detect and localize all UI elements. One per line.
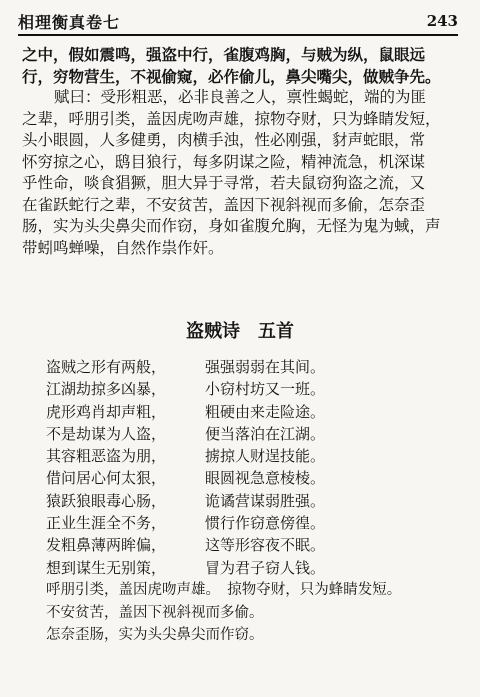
fu-first-line: 赋曰：受形粗恶，必非良善之人，禀性蝎蛇，端的为匪 [54, 88, 427, 106]
fu-line: 肠，实为头尖鼻尖而作窃，身如雀腹允胸，无怪为鬼为蜮，声 [22, 217, 441, 235]
page-number: 243 [426, 12, 458, 30]
intro-line: 之中，假如震鸣，强盗中行，雀腹鸡胸，与贼为纵，鼠眼远 [22, 45, 426, 64]
poem-couplet [46, 445, 466, 467]
poem-line-second: 眼圆视急意棱棱。 [205, 469, 326, 488]
poem-line-second: 粗硬由来走险途。 [205, 402, 326, 421]
poem-couplet [46, 467, 466, 489]
poem-line-first: 其容粗恶盗为朋， [46, 447, 167, 466]
poem-line-first: 正业生涯全不务， [46, 514, 167, 533]
poem-couplet [46, 378, 466, 400]
poem-line-first: 不是劫谋为人盗， [46, 424, 167, 443]
poem-couplet [46, 356, 466, 378]
tail-line: 怎奈歪肠，实为头尖鼻尖而作窃。 [46, 627, 264, 644]
poem-line-second: 掳掠人财逞技能。 [205, 447, 326, 466]
poem-couplet [46, 557, 466, 579]
poem-couplet [46, 401, 466, 423]
poem-line-first: 虎形鸡肖却声粗， [46, 402, 167, 421]
poem-line-first: 猿跃狼眼毒心肠， [46, 491, 167, 510]
poem-line-second: 强强弱弱在其间。 [205, 358, 326, 376]
fu-line: 在雀跃蛇行之辈，不安贫苦，盖因下视斜视而多偷，怎奈歪 [22, 195, 426, 214]
poem-couplet [46, 512, 466, 534]
poem-title: 盗贼诗 五首 [186, 321, 294, 342]
poem-line-first: 发粗鼻薄两眸偏， [46, 536, 167, 555]
poem-line-second: 冒为君子窃人钱。 [205, 558, 326, 577]
poem-line-second: 这等形容夜不眠。 [205, 536, 326, 555]
fu-line: 带蚓鸣蝉噪，自然作祟作奸。 [22, 238, 224, 257]
poem-tail [46, 579, 466, 647]
fu-line: 之辈，呼朋引类，盖因虎吻声雄，掠物夺财，只为蜂睛发短， [22, 109, 441, 128]
poem-line-second: 小窃村坊又一班。 [205, 380, 326, 399]
poem-line-first: 盗贼之形有两般， [46, 358, 167, 376]
prose-section [22, 44, 466, 259]
poem-couplet [46, 423, 466, 445]
tail-line: 呼朋引类，盖因虎吻声雄。 掠物夺财，只为蜂睛发短。 [46, 582, 402, 598]
poem-couplet [46, 534, 466, 556]
fu-line: 头小眼圆，人多健勇，肉横手浊，性必刚强，豺声蛇眼，常 [22, 131, 426, 149]
fu-line: 怀穷掠之心，鸱目狼行，每多阴谋之险，精神流急，机深谋 [22, 152, 426, 171]
poem-couplet [46, 490, 466, 512]
poem-body [46, 356, 466, 579]
poem-line-first: 江湖劫掠多凶暴， [46, 380, 167, 399]
fu-line: 乎性命，啖食猖獗，胆大异于寻常，若夫鼠窃狗盗之流，又 [22, 174, 426, 192]
running-header [18, 8, 458, 36]
poem-line-first: 想到谋生无别策， [46, 558, 167, 577]
poem-line-second: 惯行作窃意傍徨。 [205, 514, 326, 533]
poem-line-second: 便当落泊在江湖。 [205, 424, 326, 443]
book-title: 相理衡真卷七 [18, 12, 121, 32]
intro-line: 行，穷物营生，不视偷窥，必作偷儿，鼻尖嘴尖，做贼争先。 [22, 66, 441, 86]
poem-line-second: 诡谲营谋弱胜强。 [205, 491, 326, 510]
tail-line: 不安贫苦，盖因下视斜视而多偷。 [46, 604, 264, 621]
poem-line-first: 借问居心何太狠， [46, 469, 167, 488]
